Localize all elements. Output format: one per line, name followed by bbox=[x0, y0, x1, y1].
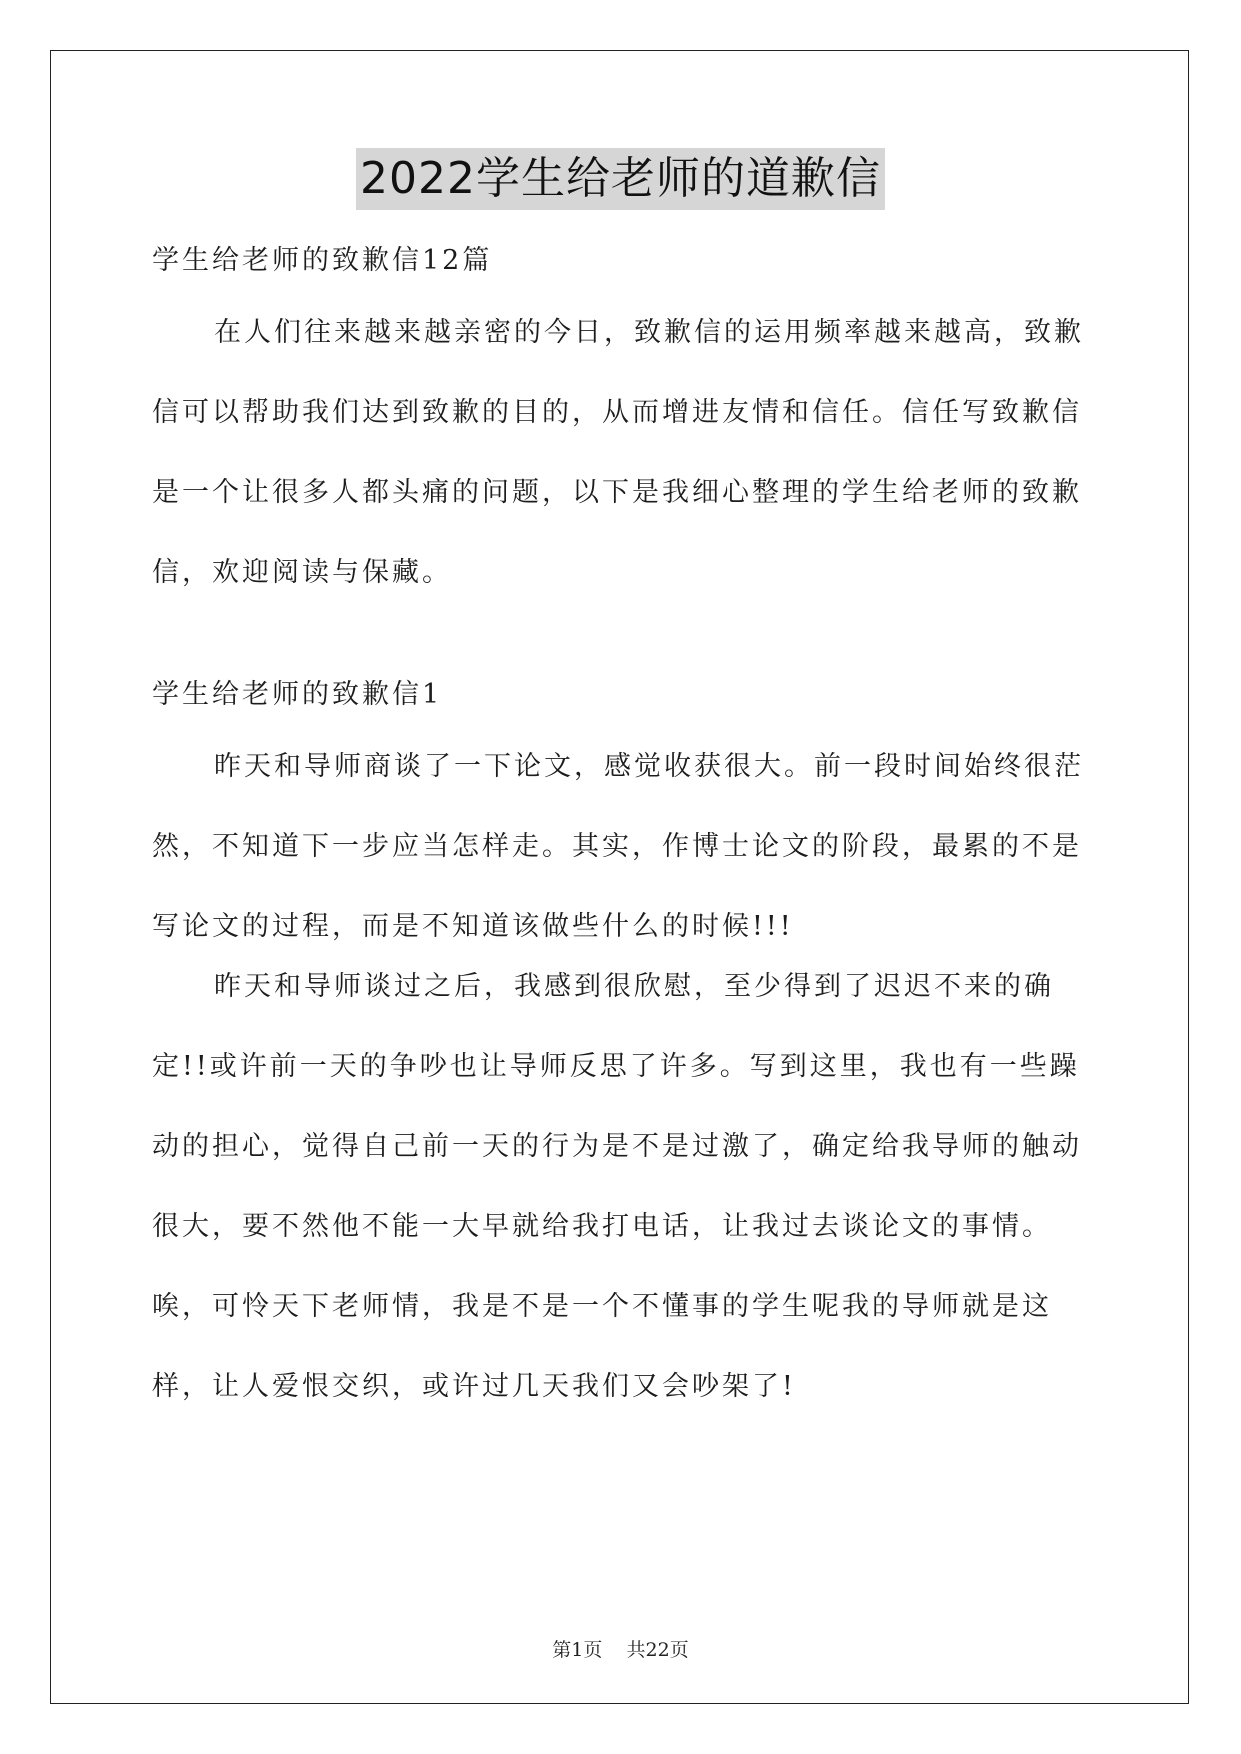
body-paragraph-1: 昨天和导师商谈了一下论文，感觉收获很大。前一段时间始终很茫然，不知道下一步应当怎样走。其实，作博士论文的阶段，最累的不是写论文的过程，而是不知道该做些什么的时候!!! bbox=[152, 751, 1084, 942]
page-number-footer: 第1页 共22页 bbox=[552, 1639, 689, 1661]
title-container bbox=[0, 148, 1241, 210]
body-paragraph-2: 昨天和导师谈过之后，我感到很欣慰，至少得到了迟迟不来的确定!!或许前一天的争吵也让导师反思了许多。写到这里，我也有一些躁动的担心，觉得自己前一天的行为是不是过激了，确定给我导师的触动很大，要不然他不能一大早就给我打电话，让我过去谈论文的事情。唉，可怜天下老师情，我是不是一个不懂事的学生呢我的导师就是这样，让人爱恨交织，或许过几天我们又会吵架了! bbox=[152, 971, 1082, 1402]
section-heading: 学生给老师的致歉信1 bbox=[152, 679, 443, 710]
intro-paragraph: 在人们往来越来越亲密的今日，致歉信的运用频率越来越高，致歉信可以帮助我们达到致歉的目的，从而增进友情和信任。信任写致歉信是一个让很多人都头痛的问题，以下是我细心整理的学生给老师的致歉信，欢迎阅读与保藏。 bbox=[152, 317, 1084, 588]
main-heading: 学生给老师的致歉信12篇 bbox=[152, 245, 493, 276]
document-title: 2022学生给老师的道歉信 bbox=[356, 148, 885, 210]
